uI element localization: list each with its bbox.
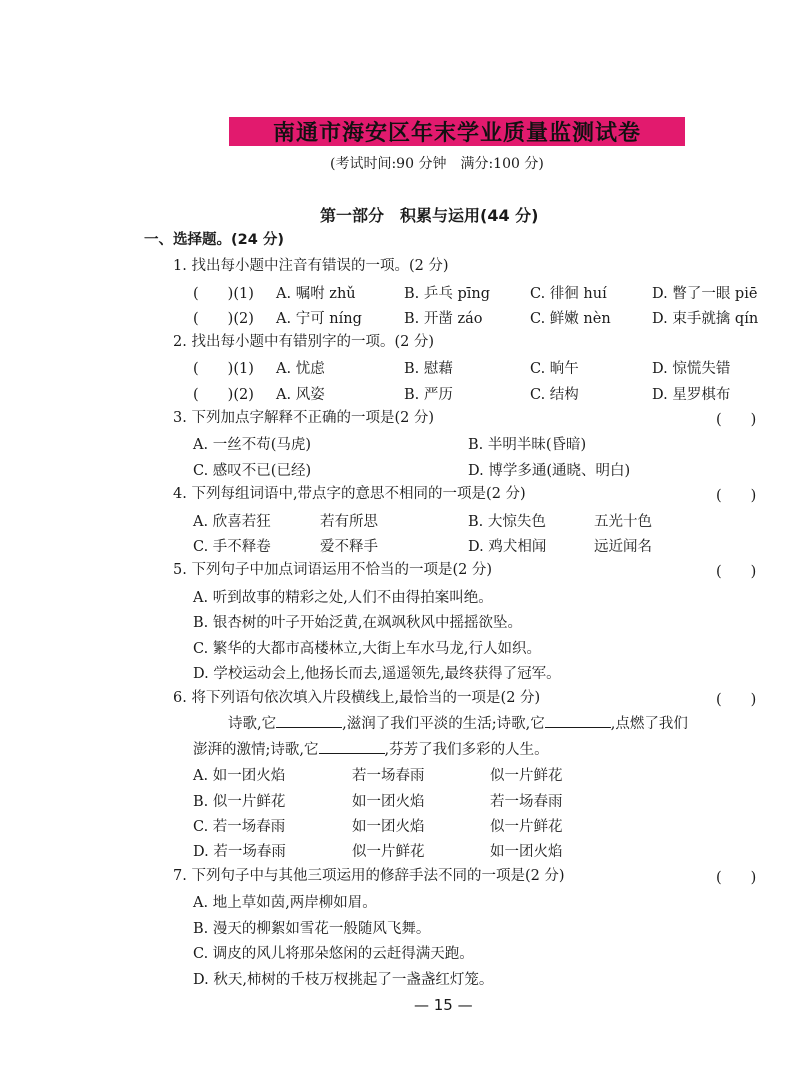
q6-option-b-3: 若一场春雨 bbox=[490, 794, 563, 810]
q6-option-b-1: B. 似一片鲜花 bbox=[193, 794, 286, 810]
q4-option-d1: D. 鸡犬相闻 bbox=[468, 539, 547, 555]
q2-1-answer-slot[interactable]: ( )(1) bbox=[193, 361, 254, 377]
q6-passage-part-2: ,滋润了我们平淡的生活;诗歌,它 bbox=[342, 716, 545, 732]
q4-answer-slot[interactable]: ( ) bbox=[716, 488, 757, 504]
q6-answer-slot[interactable]: ( ) bbox=[716, 692, 757, 708]
q6-passage-part-3: ,点燃了我们 bbox=[610, 716, 688, 732]
q4-option-c1: C. 手不释卷 bbox=[193, 539, 271, 555]
q7-option-d: D. 秋天,柿树的千枝万杈挑起了一盏盏红灯笼。 bbox=[193, 972, 494, 988]
q6-passage-part-4: 澎湃的激情;诗歌,它 bbox=[193, 742, 319, 758]
section-heading: 一、选择题。(24 分) bbox=[144, 232, 284, 248]
q5-option-a: A. 听到故事的精彩之处,人们不由得拍案叫绝。 bbox=[193, 590, 493, 606]
q7-option-b: B. 漫天的柳絮如雪花一般随风飞舞。 bbox=[193, 921, 431, 937]
q3-stem: 3. 下列加点字解释不正确的一项是(2 分) bbox=[173, 410, 435, 426]
q6-option-a-1: A. 如一团火焰 bbox=[193, 768, 286, 784]
q6-blank-2[interactable] bbox=[545, 713, 611, 728]
q6-option-c-1: C. 若一场春雨 bbox=[193, 819, 286, 835]
exam-subtitle: (考试时间:90 分钟 满分:100 分) bbox=[330, 156, 544, 172]
q2-1-option-c: C. 晌午 bbox=[530, 361, 579, 377]
q4-option-a2: 若有所思 bbox=[320, 514, 378, 530]
q7-option-c: C. 调皮的风儿将那朵悠闲的云赶得满天跑。 bbox=[193, 946, 474, 962]
q1-2-option-d: D. 束手就擒 qín bbox=[652, 311, 759, 327]
q1-1-option-a: A. 嘱咐 zhǔ bbox=[276, 286, 356, 302]
q3-option-a: A. 一丝不苟(马虎) bbox=[193, 437, 312, 453]
q1-1-option-d: D. 瞥了一眼 piē bbox=[652, 286, 758, 302]
q2-2-option-c: C. 结构 bbox=[530, 387, 579, 403]
q2-1-option-d: D. 惊慌失错 bbox=[652, 361, 731, 377]
q1-1-option-c: C. 徘徊 huí bbox=[530, 286, 607, 302]
q6-option-d-3: 如一团火焰 bbox=[490, 844, 563, 860]
q7-answer-slot[interactable]: ( ) bbox=[716, 870, 757, 886]
q4-option-d2: 远近闻名 bbox=[594, 539, 652, 555]
q6-option-b-2: 如一团火焰 bbox=[352, 794, 425, 810]
q6-passage-line-1 bbox=[228, 713, 688, 734]
q6-blank-3[interactable] bbox=[319, 739, 385, 754]
q6-passage-part-5: ,芬芳了我们多彩的人生。 bbox=[384, 742, 549, 758]
q6-passage-part-1: 诗歌,它 bbox=[228, 716, 277, 732]
q5-option-c: C. 繁华的大都市高楼林立,大街上车水马龙,行人如织。 bbox=[193, 641, 542, 657]
part-one-title: 第一部分 积累与运用(44 分) bbox=[320, 206, 539, 225]
q6-option-c-2: 如一团火焰 bbox=[352, 819, 425, 835]
title-banner bbox=[229, 117, 685, 146]
q2-1-option-a: A. 忧虑 bbox=[276, 361, 325, 377]
q1-stem: 1. 找出每小题中注音有错误的一项。(2 分) bbox=[173, 258, 449, 274]
q1-1-answer-slot[interactable]: ( )(1) bbox=[193, 286, 254, 302]
q5-stem: 5. 下列句子中加点词语运用不恰当的一项是(2 分) bbox=[173, 562, 493, 578]
exam-title: 南通市海安区年末学业质量监测试卷 bbox=[272, 121, 641, 146]
q4-option-b2: 五光十色 bbox=[594, 514, 652, 530]
q1-2-option-c: C. 鲜嫩 nèn bbox=[530, 311, 611, 327]
q4-stem: 4. 下列每组词语中,带点字的意思不相同的一项是(2 分) bbox=[173, 486, 526, 502]
page-number: — 15 — bbox=[414, 996, 473, 1014]
q4-option-a1: A. 欣喜若狂 bbox=[193, 514, 271, 530]
q3-option-c: C. 感叹不已(已经) bbox=[193, 463, 312, 479]
q3-option-b: B. 半明半昧(昏暗) bbox=[468, 437, 587, 453]
q2-2-option-d: D. 星罗棋布 bbox=[652, 387, 731, 403]
q7-stem: 7. 下列句子中与其他三项运用的修辞手法不同的一项是(2 分) bbox=[173, 868, 565, 884]
q1-1-option-b: B. 乒乓 pīng bbox=[404, 286, 491, 302]
q6-option-d-2: 似一片鲜花 bbox=[352, 844, 425, 860]
q2-1-option-b: B. 慰藉 bbox=[404, 361, 453, 377]
q6-option-a-3: 似一片鲜花 bbox=[490, 768, 563, 784]
q6-stem: 6. 将下列语句依次填入片段横线上,最恰当的一项是(2 分) bbox=[173, 690, 541, 706]
q3-option-d: D. 博学多通(通晓、明白) bbox=[468, 463, 631, 479]
q1-2-answer-slot[interactable]: ( )(2) bbox=[193, 311, 254, 327]
q6-option-d-1: D. 若一场春雨 bbox=[193, 844, 286, 860]
q6-blank-1[interactable] bbox=[276, 713, 342, 728]
q2-2-option-b: B. 严历 bbox=[404, 387, 453, 403]
q4-option-b1: B. 大惊失色 bbox=[468, 514, 546, 530]
q4-option-c2: 爱不释手 bbox=[320, 539, 378, 555]
q2-2-answer-slot[interactable]: ( )(2) bbox=[193, 387, 254, 403]
q1-2-option-b: B. 开凿 záo bbox=[404, 311, 483, 327]
q5-option-d: D. 学校运动会上,他扬长而去,遥遥领先,最终获得了冠军。 bbox=[193, 666, 561, 682]
q7-option-a: A. 地上草如茵,两岸柳如眉。 bbox=[193, 895, 377, 911]
q2-stem: 2. 找出每小题中有错别字的一项。(2 分) bbox=[173, 334, 435, 350]
q1-2-option-a: A. 宁可 níng bbox=[276, 311, 362, 327]
q6-option-c-3: 似一片鲜花 bbox=[490, 819, 563, 835]
q6-passage-line-2 bbox=[193, 739, 549, 760]
q2-2-option-a: A. 风姿 bbox=[276, 387, 325, 403]
q6-option-a-2: 若一场春雨 bbox=[352, 768, 425, 784]
q3-answer-slot[interactable]: ( ) bbox=[716, 412, 757, 428]
q5-answer-slot[interactable]: ( ) bbox=[716, 564, 757, 580]
q5-option-b: B. 银杏树的叶子开始泛黄,在飒飒秋风中摇摇欲坠。 bbox=[193, 615, 522, 631]
